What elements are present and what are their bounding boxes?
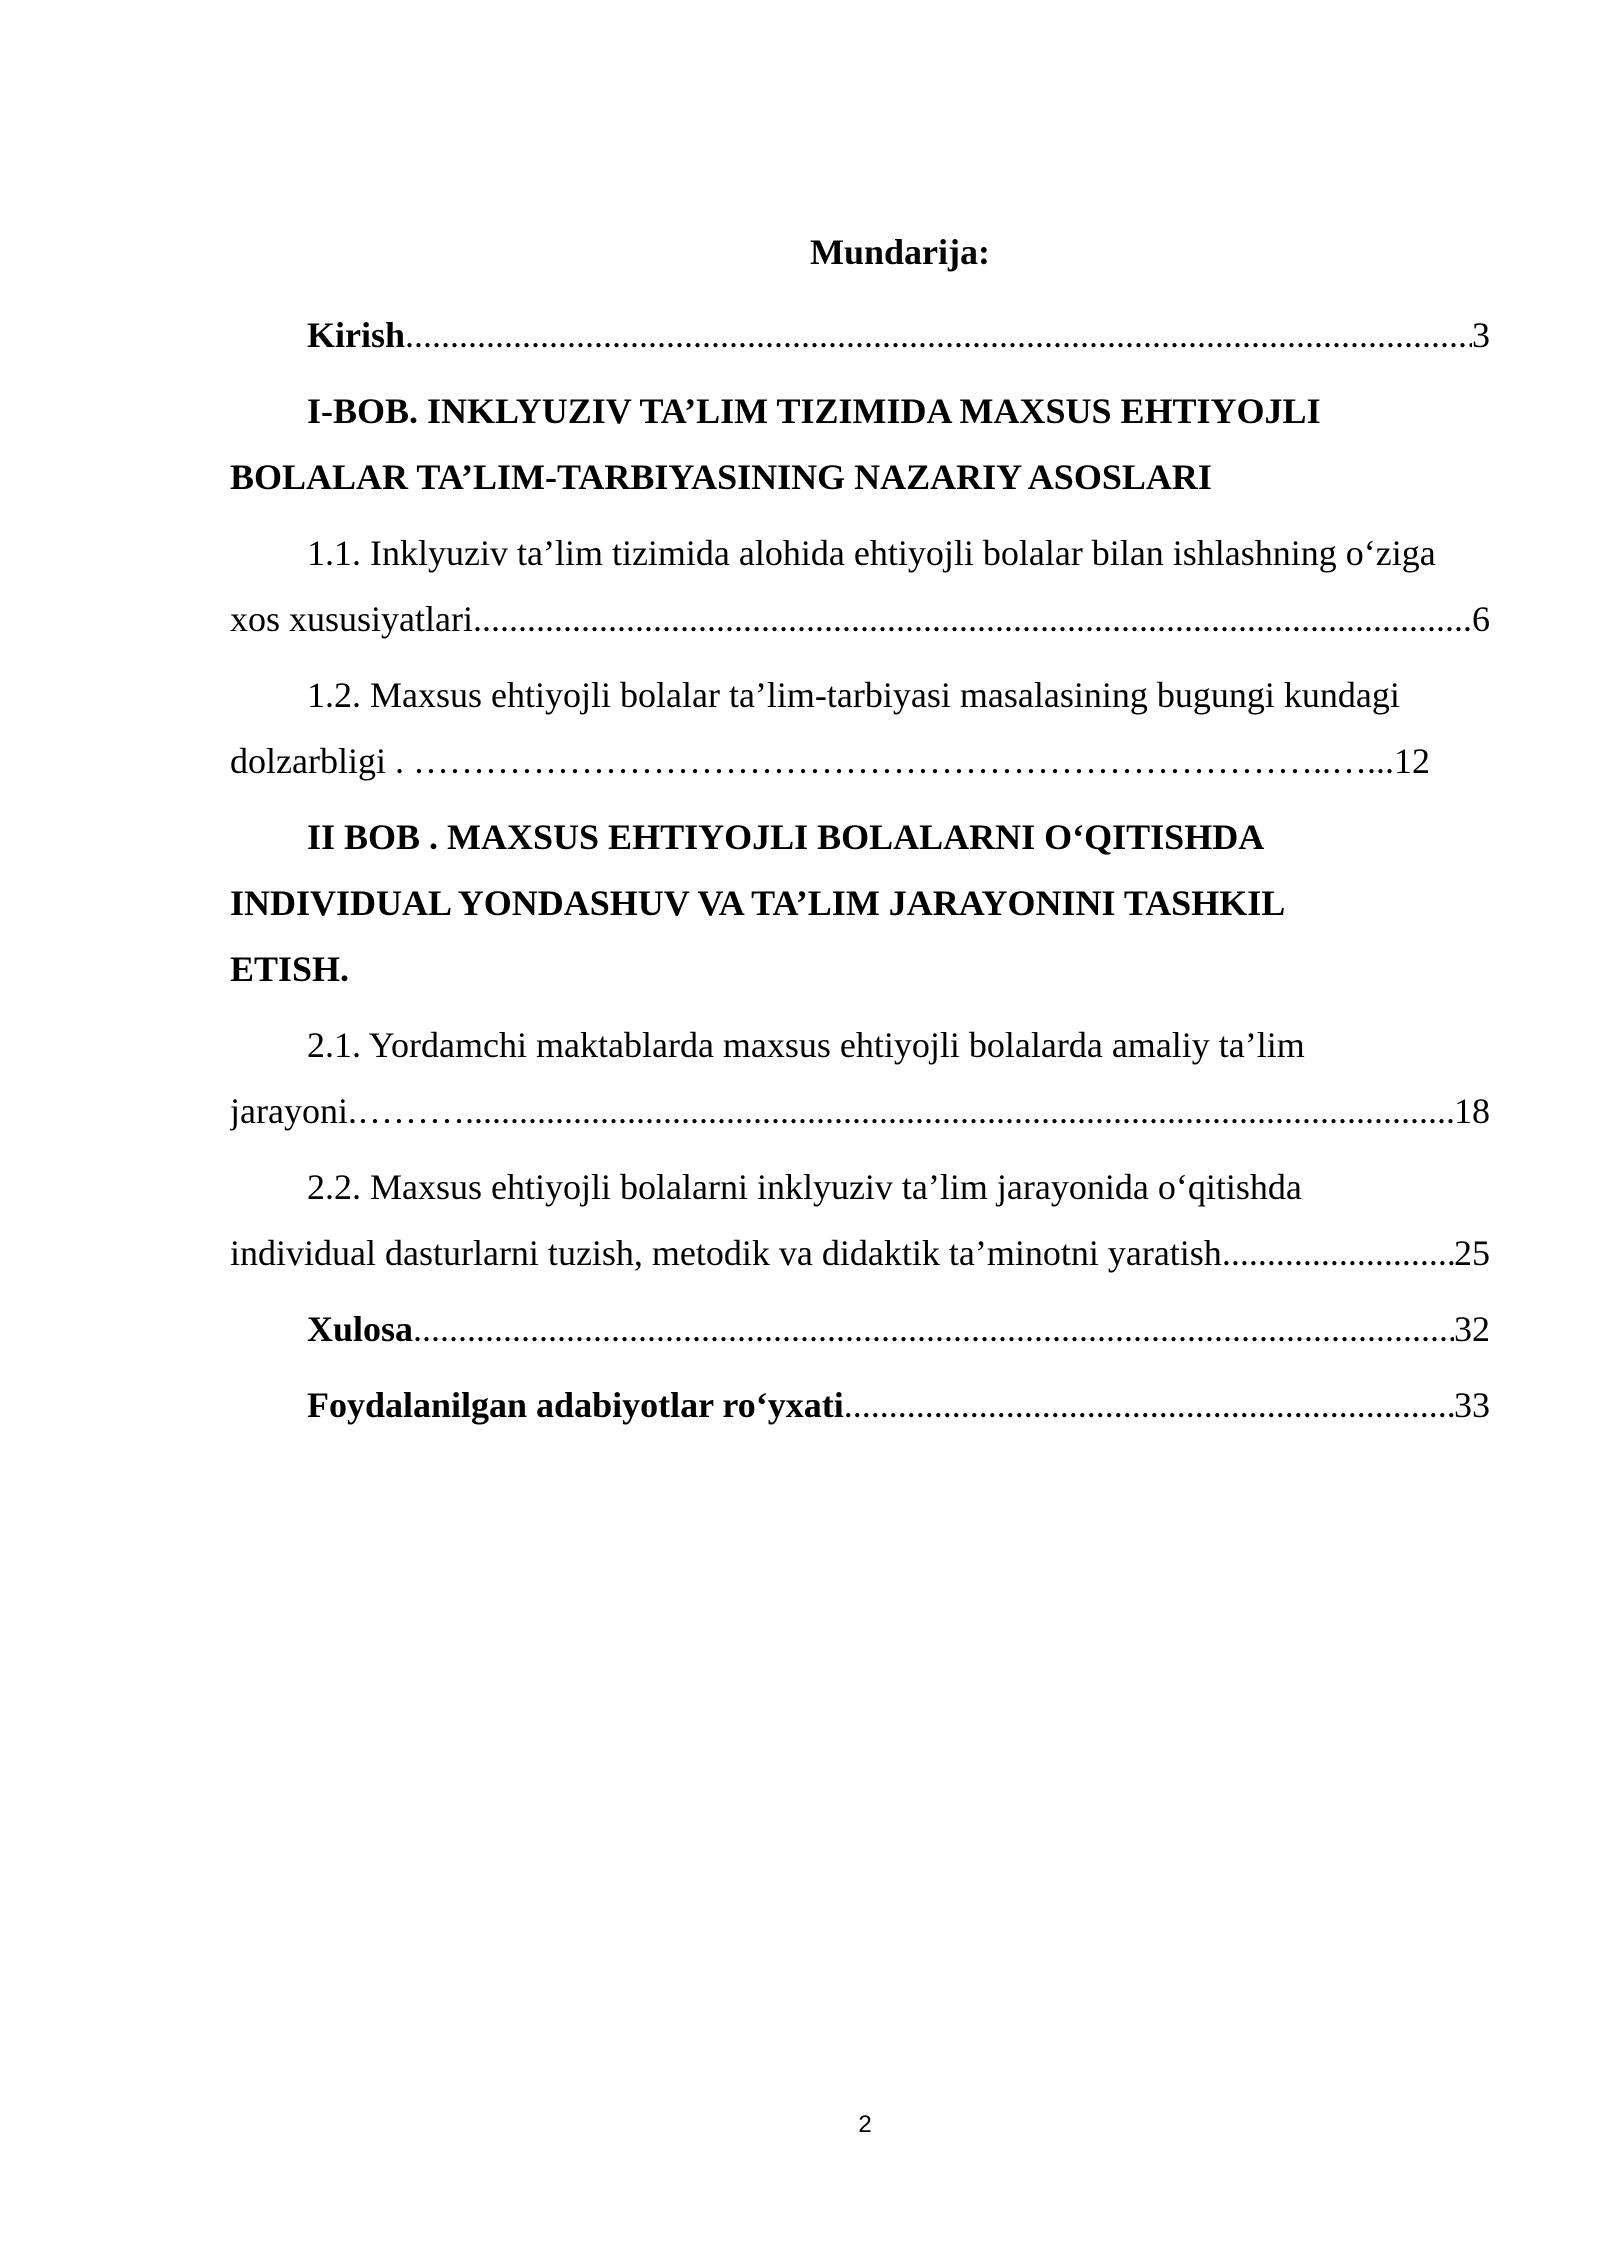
toc-section-line: 1.1. Inklyuziv ta’lim tizimida alohida ehtiyojli bolalar bilan ishlashning o‘ziga — [307, 533, 1436, 573]
toc-section-2-2 — [230, 1154, 1490, 1286]
toc-section-1-2 — [230, 662, 1490, 794]
toc-section-line: individual dasturlarni tuzish, metodik va didaktik ta’minotni yaratish — [230, 1233, 1222, 1273]
dot-leader — [473, 586, 1472, 652]
dot-leader — [405, 302, 1472, 368]
toc-entry-conclusion — [230, 1296, 1490, 1362]
dot-leader — [465, 1078, 1454, 1144]
toc-section-line: 2.2. Maxsus ehtiyojli bolalarni inklyuziv ta’lim jarayonida o‘qitishda — [307, 1167, 1302, 1207]
toc-entry-references — [230, 1372, 1490, 1438]
toc-entry-label: Xulosa — [307, 1309, 414, 1349]
toc-heading: Mundarija: — [810, 232, 990, 272]
toc-entry-label: Foydalanilgan adabiyotlar ro‘yxati — [307, 1385, 844, 1425]
toc-chapter-line: BOLALAR TA’LIM-TARBIYASINING NAZARIY ASOSLARI — [230, 457, 1212, 497]
toc-section-line: jarayoni.……… — [230, 1091, 465, 1131]
dot-leader — [844, 1372, 1454, 1438]
toc-page-number: 25 — [1454, 1233, 1490, 1273]
toc-chapter-line: ETISH. — [230, 949, 350, 989]
page-number: 2 — [858, 2111, 872, 2138]
toc-section-line: dolzarbligi . …………………………………………………………………..…... — [230, 741, 1394, 781]
toc-chapter-line: II BOB . MAXSUS EHTIYOJLI BOLALARNI O‘QITISHDA — [307, 817, 1265, 857]
toc-chapter-line: I-BOB. INKLYUZIV TA’LIM TIZIMIDA MAXSUS EHTIYOJLI — [307, 391, 1321, 431]
toc-page-number: 32 — [1454, 1309, 1490, 1349]
toc-section-1-1 — [230, 520, 1490, 652]
toc-entry-intro — [230, 302, 1490, 368]
toc-page-number: 6 — [1472, 599, 1490, 639]
toc-section-line: xos xususiyatlari — [230, 599, 473, 639]
dot-leader — [1222, 1220, 1454, 1286]
toc-page-number: 18 — [1454, 1091, 1490, 1131]
toc-chapter-2 — [230, 804, 1490, 1002]
toc-section-line: 1.2. Maxsus ehtiyojli bolalar ta’lim-tarbiyasi masalasining bugungi kundagi — [307, 675, 1400, 715]
toc-entry-label: Kirish — [307, 315, 406, 355]
toc-page-number: 33 — [1454, 1385, 1490, 1425]
toc-chapter-1 — [230, 378, 1490, 510]
toc-section-line: 2.1. Yordamchi maktablarda maxsus ehtiyojli bolalarda amaliy ta’lim — [307, 1025, 1305, 1065]
table-of-contents — [230, 302, 1490, 1448]
toc-chapter-line: INDIVIDUAL YONDASHUV VA TA’LIM JARAYONINI TASHKIL — [230, 883, 1286, 923]
toc-section-2-1 — [230, 1012, 1490, 1144]
toc-page-number: 12 — [1393, 741, 1430, 781]
dot-leader — [413, 1296, 1454, 1362]
toc-page-number: 3 — [1472, 315, 1490, 355]
